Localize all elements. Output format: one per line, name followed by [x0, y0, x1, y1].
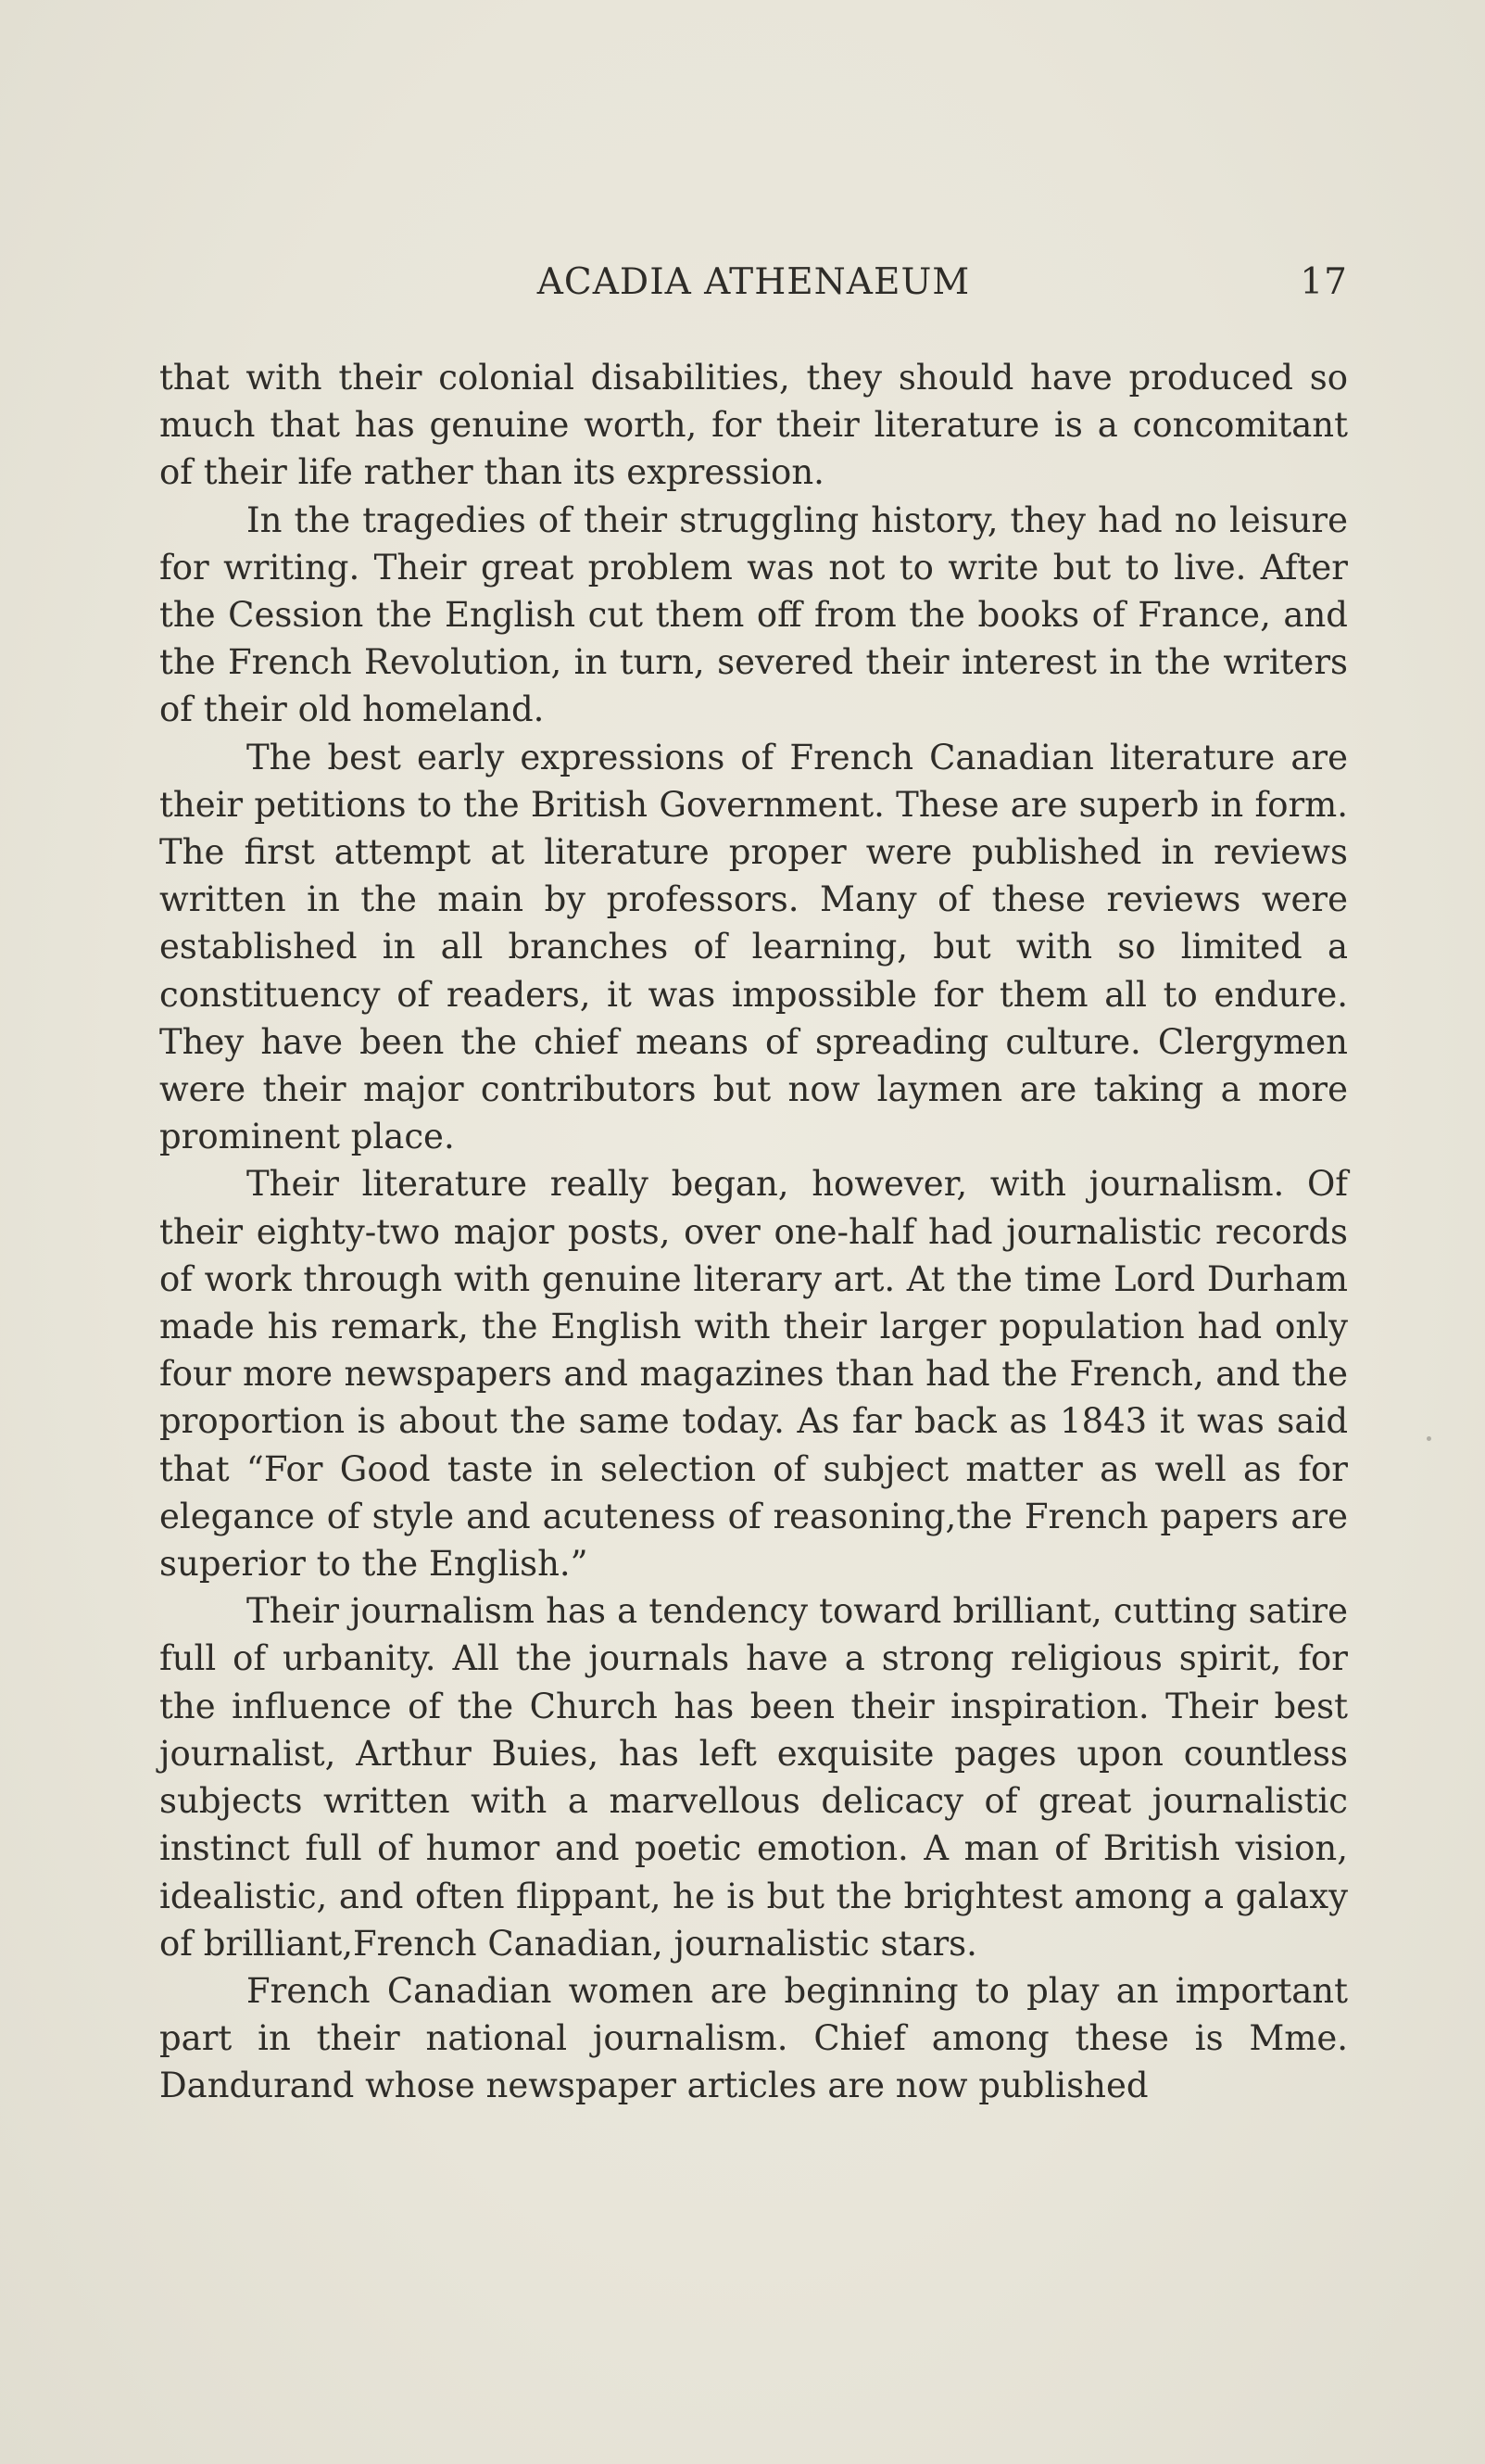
paragraph-continued: that with their colonial disabilities, they should have produced so much that has genuine worth, for their literature is a concomitant of their life rather than its expression.	[159, 358, 1348, 493]
paragraph: French Canadian women are beginning to play an important part in their national journalism. Chief among these is Mme. Dandurand whose newspaper articles are now published	[159, 1970, 1348, 2106]
paragraph: The best early expressions of French Canadian literature are their petitions to the British Government. These are superb in form. The first attempt at literature proper were published in reviews written in the main by professors. Many of these reviews were established in all branches of learning, but with so limited a constituency of readers, it was impossible for them all to endure. They have been the chief means of spreading culture. Clergymen were their major contributors but now laymen are taking a more prominent place.	[159, 737, 1348, 1157]
body-text	[159, 354, 1348, 2110]
page-number: 17	[1300, 261, 1348, 303]
paragraph: In the tragedies of their struggling history, they had no leisure for writing. Their great problem was not to write but to live. After the Cession the English cut them off from the books of France, and the French Revolution, in turn, severed their interest in the writers of their old homeland.	[159, 499, 1348, 730]
paper-speck	[1427, 1436, 1431, 1441]
paragraph: Their journalism has a tendency toward brilliant, cutting satire full of urbanity. All the journals have a strong religious spirit, for the influence of the Church has been their inspiration. Their best journalist, Arthur Buies, has left exquisite pages upon countless subjects written with a marvellous delicacy of great journalistic instinct full of humor and poetic emotion. A man of British vision, idealistic, and often flippant, he is but the brightest among a galaxy of brilliant,French Canadian, journalistic stars.	[159, 1591, 1348, 1964]
journal-title: ACADIA ATHENAEUM	[536, 261, 971, 303]
paragraph: Their literature really began, however, with journalism. Of their eighty-two major posts, over one-half had journalistic records of work through with genuine literary art. At the time Lord Durham made his remark, the English with their larger population had only four more newspapers and magazines than had the French, and the proportion is about the same today. As far back as 1843 it was said that “For Good taste in selection of subject matter as well as for elegance of style and acuteness of reasoning,the French papers are superior to the English.”	[159, 1164, 1348, 1585]
running-head	[159, 258, 1348, 308]
